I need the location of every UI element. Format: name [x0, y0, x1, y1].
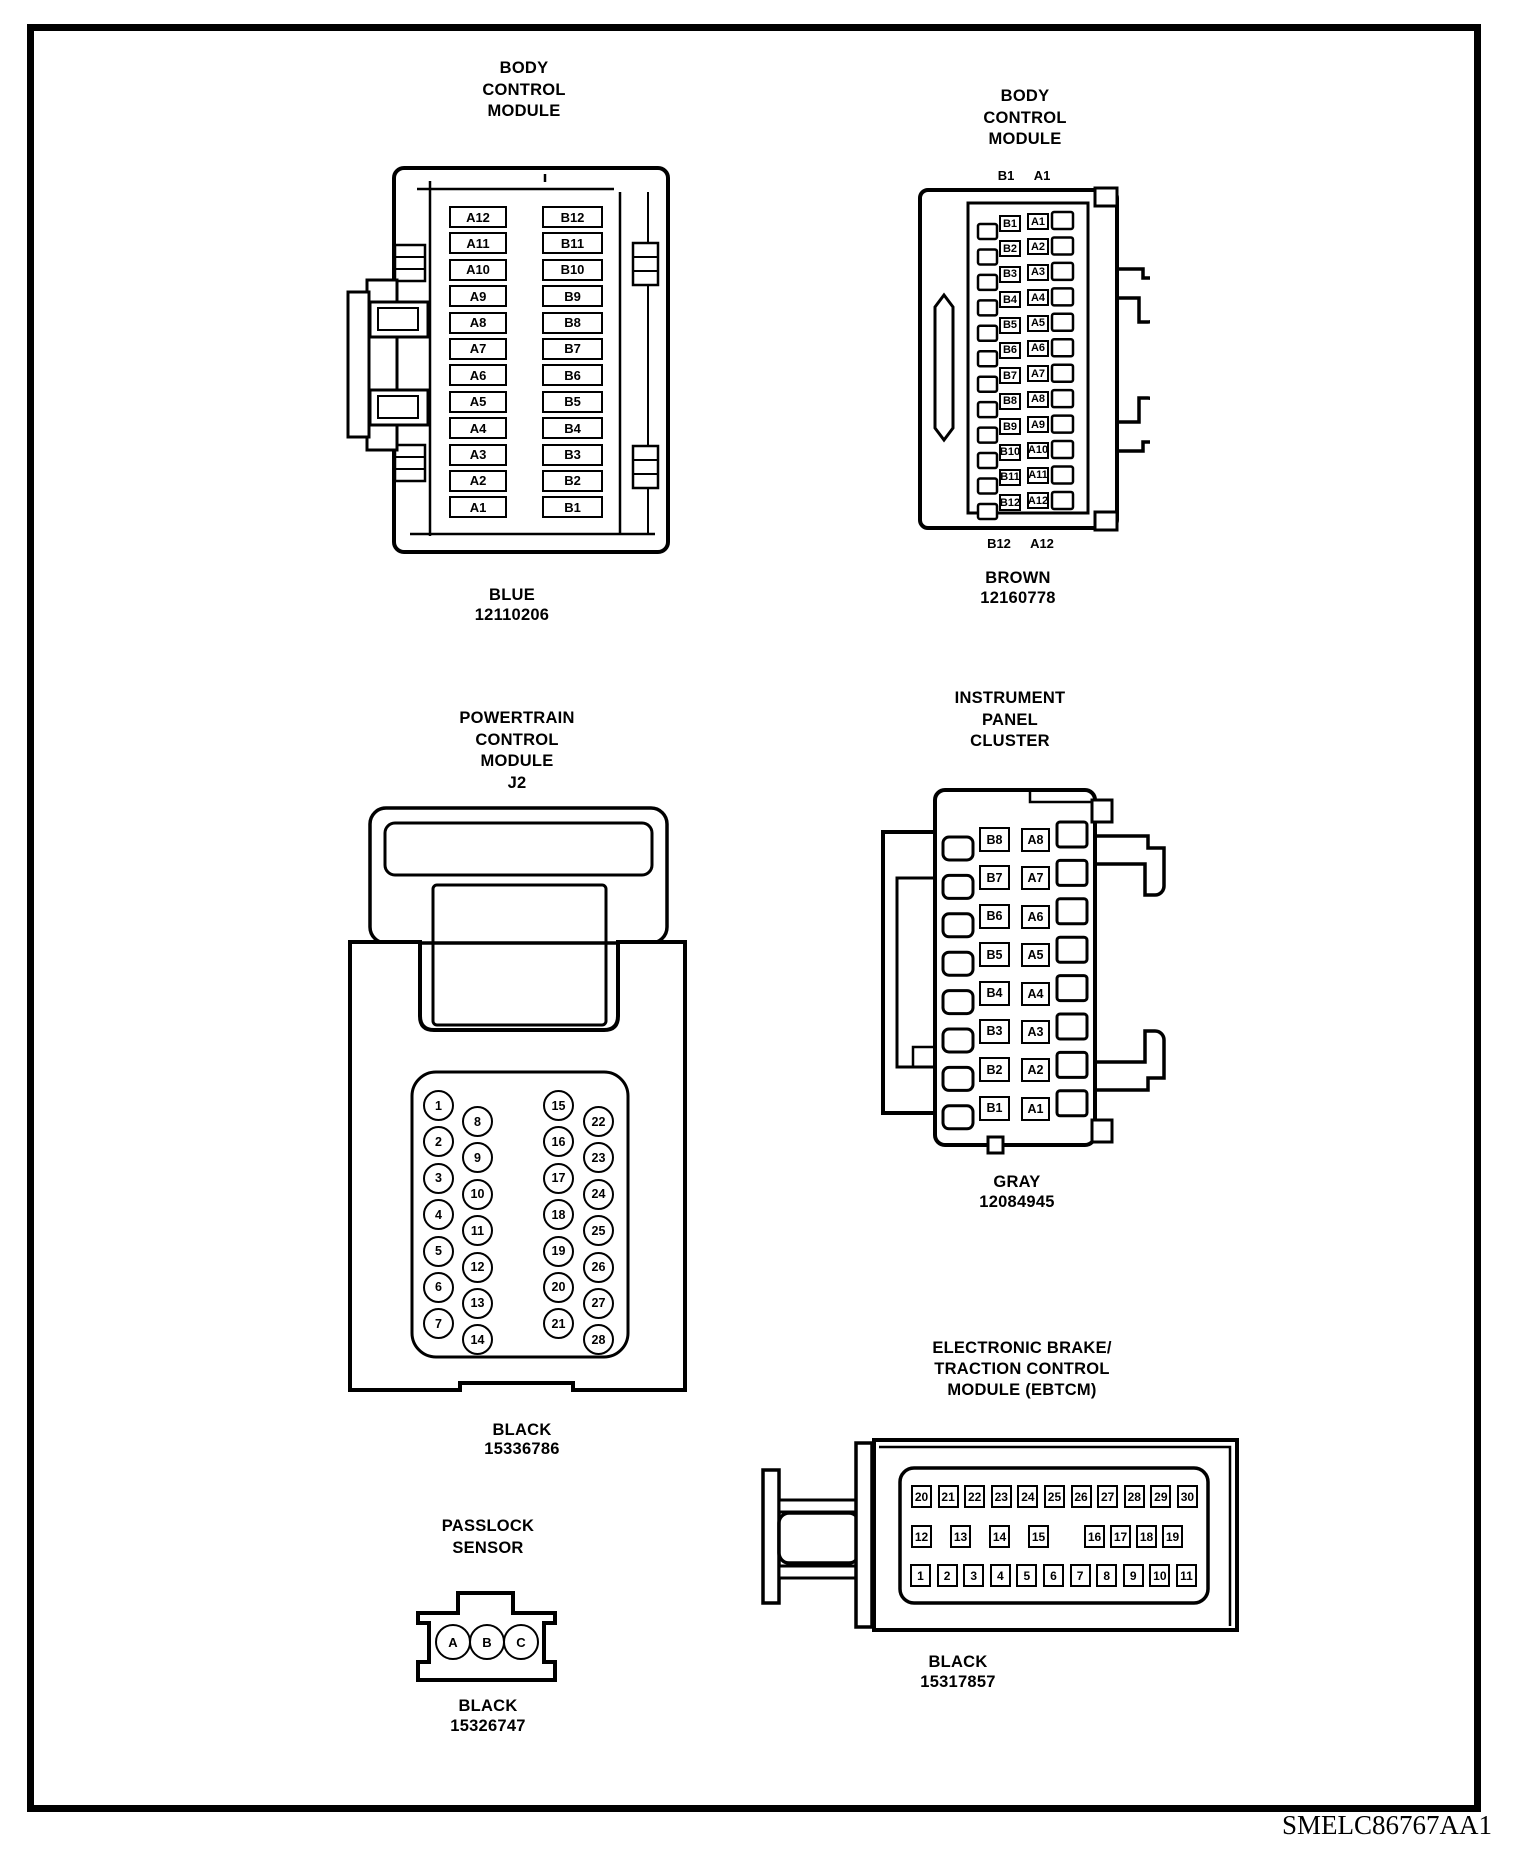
bcm-blue-pin-column-a — [449, 206, 507, 518]
pcm-pin-4: 4 — [423, 1199, 454, 1230]
bcm-brown-title — [945, 86, 1105, 151]
pcm-pin-9: 9 — [462, 1142, 493, 1173]
ebtcm-pin-27: 27 — [1097, 1485, 1118, 1508]
connector-part-number: 15336786 — [484, 1440, 560, 1458]
ipc-pin-b3: B3 — [979, 1019, 1010, 1044]
bcm-brown-pin-a1: A1 — [1027, 213, 1049, 230]
ebtcm-pin-20: 20 — [911, 1485, 932, 1508]
bcm-brown-pin-column-a — [1027, 213, 1049, 509]
ipc-title — [930, 688, 1090, 753]
bcm-blue-title — [444, 58, 604, 123]
pcm-pin-1: 1 — [423, 1090, 454, 1121]
pcm-pin-14: 14 — [462, 1324, 493, 1355]
bcm-brown-pin-b2: B2 — [999, 240, 1021, 257]
ipc-pin-a7: A7 — [1021, 866, 1050, 890]
ipc-pin-b5: B5 — [979, 942, 1010, 967]
ebtcm-pin-19: 19 — [1162, 1525, 1183, 1548]
pcm-pin-17: 17 — [543, 1163, 574, 1194]
bcm-brown-corner-label: A1 — [1033, 168, 1051, 183]
pcm-pin-20: 20 — [543, 1272, 574, 1303]
title-line: MODULE — [480, 752, 554, 770]
ebtcm-pin-29: 29 — [1150, 1485, 1171, 1508]
bcm-blue-pin-a2: A2 — [449, 470, 507, 492]
ebtcm-pin-row-top — [911, 1485, 1198, 1508]
ebtcm-title — [892, 1338, 1152, 1401]
ebtcm-pin-26: 26 — [1071, 1485, 1092, 1508]
ebtcm-pin-row-mid-right — [1084, 1525, 1183, 1548]
pcm-pin-column-4 — [583, 1106, 614, 1355]
bcm-brown-pin-a7: A7 — [1027, 365, 1049, 382]
ebtcm-pin-4: 4 — [990, 1564, 1011, 1587]
passlock-label — [408, 1696, 568, 1736]
connector-part-number: 12084945 — [979, 1193, 1055, 1211]
pcm-pin-column-3 — [543, 1090, 574, 1339]
bcm-blue-pin-a9: A9 — [449, 285, 507, 307]
latch-bracket — [1095, 836, 1164, 895]
pcm-pin-12: 12 — [462, 1252, 493, 1283]
ipc-pin-a5: A5 — [1021, 943, 1050, 967]
connector-color: GRAY — [993, 1173, 1041, 1191]
bcm-brown-corner-label: B1 — [997, 168, 1015, 183]
bcm-blue-pin-b6: B6 — [542, 364, 603, 386]
latch-oblong — [935, 295, 953, 440]
ipc-pin-b1: B1 — [979, 1096, 1010, 1121]
ebtcm-pin-1: 1 — [910, 1564, 931, 1587]
title-line: ELECTRONIC BRAKE/ — [932, 1339, 1112, 1357]
bcm-brown-pin-b3: B3 — [999, 266, 1021, 283]
pcm-label — [442, 1421, 602, 1459]
bcm-brown-corner-label: A12 — [1030, 536, 1054, 551]
connector-color: BLACK — [492, 1421, 552, 1439]
ebtcm-pin-22: 22 — [964, 1485, 985, 1508]
ebtcm-pin-15: 15 — [1028, 1525, 1049, 1548]
bcm-blue-pin-b8: B8 — [542, 312, 603, 334]
pcm-pin-8: 8 — [462, 1106, 493, 1137]
ipc-pin-b4: B4 — [979, 981, 1010, 1006]
figure-id: SMELC86767AA1 — [1281, 1810, 1492, 1840]
pcm-pin-22: 22 — [583, 1106, 614, 1137]
connector-part-number: 15317857 — [920, 1673, 996, 1691]
connector-color: BLACK — [458, 1697, 518, 1715]
pcm-pin-18: 18 — [543, 1199, 574, 1230]
title-line: POWERTRAIN — [459, 709, 575, 727]
bcm-blue-pin-b9: B9 — [542, 285, 603, 307]
ebtcm-pin-28: 28 — [1124, 1485, 1145, 1508]
bcm-blue-pin-b10: B10 — [542, 259, 603, 281]
ipc-pin-a8: A8 — [1021, 828, 1050, 852]
title-line: J2 — [507, 773, 527, 792]
title-line: CLUSTER — [970, 732, 1050, 750]
ebtcm-pin-3: 3 — [963, 1564, 984, 1587]
ebtcm-pin-row-mid-left — [911, 1525, 1049, 1548]
bcm-blue-pin-a4: A4 — [449, 417, 507, 439]
pcm-pin-19: 19 — [543, 1236, 574, 1267]
passlock-pin-c: C — [503, 1624, 539, 1660]
pcm-pin-16: 16 — [543, 1126, 574, 1157]
bcm-brown-pin-b7: B7 — [999, 367, 1021, 384]
bcm-blue-pin-a10: A10 — [449, 259, 507, 281]
pcm-pin-column-2 — [462, 1106, 493, 1355]
passlock-title — [408, 1516, 568, 1559]
bcm-brown-pin-a11: A11 — [1027, 467, 1049, 484]
title-line: BODY — [499, 59, 549, 77]
pcm-pin-15: 15 — [543, 1090, 574, 1121]
ipc-pin-a3: A3 — [1021, 1020, 1050, 1044]
ipc-pin-b7: B7 — [979, 865, 1010, 890]
pcm-pin-3: 3 — [423, 1163, 454, 1194]
ipc-pin-column-b — [979, 827, 1010, 1121]
latch-bracket — [1117, 398, 1150, 451]
title-line: SENSOR — [452, 1538, 524, 1557]
bcm-blue-pin-b12: B12 — [542, 206, 603, 228]
bcm-brown-pin-b10: B10 — [999, 444, 1021, 461]
ebtcm-pin-24: 24 — [1017, 1485, 1038, 1508]
bcm-blue-pin-a12: A12 — [449, 206, 507, 228]
pcm-pin-24: 24 — [583, 1179, 614, 1210]
bcm-blue-pin-a3: A3 — [449, 444, 507, 466]
bcm-brown-pin-column-b — [999, 215, 1021, 511]
bcm-brown-pin-b5: B5 — [999, 317, 1021, 334]
bcm-brown-pin-b11: B11 — [999, 469, 1021, 486]
bcm-blue-pin-b1: B1 — [542, 496, 603, 518]
bcm-blue-pin-a7: A7 — [449, 338, 507, 360]
bcm-brown-pin-b9: B9 — [999, 418, 1021, 435]
bcm-blue-pin-a6: A6 — [449, 364, 507, 386]
bcm-brown-pin-b6: B6 — [999, 342, 1021, 359]
ebtcm-pin-23: 23 — [991, 1485, 1012, 1508]
ebtcm-label — [878, 1652, 1038, 1692]
ebtcm-pin-11: 11 — [1176, 1564, 1197, 1587]
ebtcm-pin-9: 9 — [1123, 1564, 1144, 1587]
pcm-pin-6: 6 — [423, 1272, 454, 1303]
ebtcm-pin-10: 10 — [1149, 1564, 1170, 1587]
title-line: CONTROL — [983, 108, 1067, 127]
title-line: CONTROL — [475, 730, 559, 749]
ebtcm-pin-17: 17 — [1110, 1525, 1131, 1548]
bcm-blue-pin-b5: B5 — [542, 391, 603, 413]
diagram-border — [27, 24, 1481, 1812]
pcm-pin-13: 13 — [462, 1288, 493, 1319]
bcm-brown-pin-a10: A10 — [1027, 442, 1049, 459]
ebtcm-pin-12: 12 — [911, 1525, 932, 1548]
ebtcm-pin-5: 5 — [1016, 1564, 1037, 1587]
connector-color: BROWN — [985, 569, 1051, 587]
pcm-pin-25: 25 — [583, 1215, 614, 1246]
bcm-blue-connector-housing — [340, 148, 685, 563]
bcm-blue-pin-b11: B11 — [542, 232, 603, 254]
ipc-pin-a4: A4 — [1021, 982, 1050, 1006]
bcm-blue-pin-a5: A5 — [449, 391, 507, 413]
latch-bracket — [1095, 1031, 1164, 1090]
ebtcm-pin-7: 7 — [1070, 1564, 1091, 1587]
bcm-blue-pin-column-b — [542, 206, 603, 518]
bcm-blue-pin-b2: B2 — [542, 470, 603, 492]
mount-post — [763, 1470, 779, 1603]
bcm-brown-label — [938, 568, 1098, 608]
title-line: PASSLOCK — [441, 1517, 535, 1535]
bcm-brown-pin-b12: B12 — [999, 494, 1021, 511]
pcm-pin-28: 28 — [583, 1324, 614, 1355]
ebtcm-pin-13: 13 — [950, 1525, 971, 1548]
ebtcm-pin-8: 8 — [1096, 1564, 1117, 1587]
bcm-brown-pin-b8: B8 — [999, 393, 1021, 410]
ebtcm-pin-row-bottom — [910, 1564, 1197, 1587]
title-line: PANEL — [982, 710, 1038, 729]
passlock-pin-b: B — [469, 1624, 505, 1660]
ebtcm-pin-30: 30 — [1177, 1485, 1198, 1508]
pcm-body — [350, 942, 685, 1390]
title-line: MODULE (EBTCM) — [947, 1381, 1097, 1399]
bcm-brown-pin-a2: A2 — [1027, 238, 1049, 255]
pcm-pin-26: 26 — [583, 1252, 614, 1283]
connector-part-number: 12110206 — [474, 606, 550, 624]
bcm-blue-pin-a1: A1 — [449, 496, 507, 518]
title-line: CONTROL — [482, 80, 566, 99]
bcm-blue-pin-b7: B7 — [542, 338, 603, 360]
pcm-pin-23: 23 — [583, 1142, 614, 1173]
pcm-pin-27: 27 — [583, 1288, 614, 1319]
bcm-blue-pin-a11: A11 — [449, 232, 507, 254]
connector-part-number: 12160778 — [980, 589, 1056, 607]
ipc-pin-b8: B8 — [979, 827, 1010, 852]
ipc-pin-b6: B6 — [979, 904, 1010, 929]
pcm-pin-7: 7 — [423, 1308, 454, 1339]
bcm-brown-pin-b4: B4 — [999, 291, 1021, 308]
ebtcm-pin-16: 16 — [1084, 1525, 1105, 1548]
bcm-blue-pin-a8: A8 — [449, 312, 507, 334]
title-line: INSTRUMENT — [954, 689, 1066, 707]
ipc-pin-a6: A6 — [1021, 905, 1050, 929]
bcm-brown-pin-a9: A9 — [1027, 416, 1049, 433]
ebtcm-pin-21: 21 — [938, 1485, 959, 1508]
bcm-brown-pin-b1: B1 — [999, 215, 1021, 232]
bcm-brown-pin-a3: A3 — [1027, 264, 1049, 281]
bcm-brown-corner-label: B12 — [987, 536, 1011, 551]
passlock-pin-a: A — [435, 1624, 471, 1660]
ebtcm-pin-2: 2 — [937, 1564, 958, 1587]
connector-color: BLACK — [928, 1653, 988, 1671]
passlock-pin-row — [435, 1624, 539, 1660]
title-line: TRACTION CONTROL — [934, 1360, 1110, 1378]
bcm-blue-pin-b4: B4 — [542, 417, 603, 439]
pcm-pin-2: 2 — [423, 1126, 454, 1157]
pcm-connector-housing — [340, 800, 690, 1400]
title-line: BODY — [1000, 87, 1050, 105]
bcm-brown-pin-a12: A12 — [1027, 492, 1049, 509]
pcm-pin-21: 21 — [543, 1308, 574, 1339]
ipc-pin-b2: B2 — [979, 1057, 1010, 1082]
bcm-brown-pin-a5: A5 — [1027, 315, 1049, 332]
bcm-blue-label — [432, 585, 592, 625]
bcm-blue-pin-b3: B3 — [542, 444, 603, 466]
pcm-pin-5: 5 — [423, 1236, 454, 1267]
connector-part-number: 15326747 — [450, 1717, 526, 1735]
ipc-pin-a1: A1 — [1021, 1097, 1050, 1121]
bcm-brown-pin-a6: A6 — [1027, 340, 1049, 357]
ebtcm-pin-14: 14 — [989, 1525, 1010, 1548]
title-line: MODULE — [988, 130, 1062, 148]
ebtcm-pin-6: 6 — [1043, 1564, 1064, 1587]
ipc-label — [937, 1172, 1097, 1212]
ebtcm-pin-25: 25 — [1044, 1485, 1065, 1508]
pcm-title — [437, 708, 597, 794]
ebtcm-pin-18: 18 — [1136, 1525, 1157, 1548]
latch-bracket — [1117, 269, 1150, 322]
bcm-brown-pin-a8: A8 — [1027, 391, 1049, 408]
ipc-pin-a2: A2 — [1021, 1058, 1050, 1082]
ipc-pin-column-a — [1021, 828, 1050, 1121]
pcm-pin-11: 11 — [462, 1215, 493, 1246]
pcm-pin-column-1 — [423, 1090, 454, 1339]
connector-color: BLUE — [489, 586, 535, 604]
bcm-brown-pin-a4: A4 — [1027, 289, 1049, 306]
pcm-pin-10: 10 — [462, 1179, 493, 1210]
title-line: MODULE — [487, 102, 561, 120]
